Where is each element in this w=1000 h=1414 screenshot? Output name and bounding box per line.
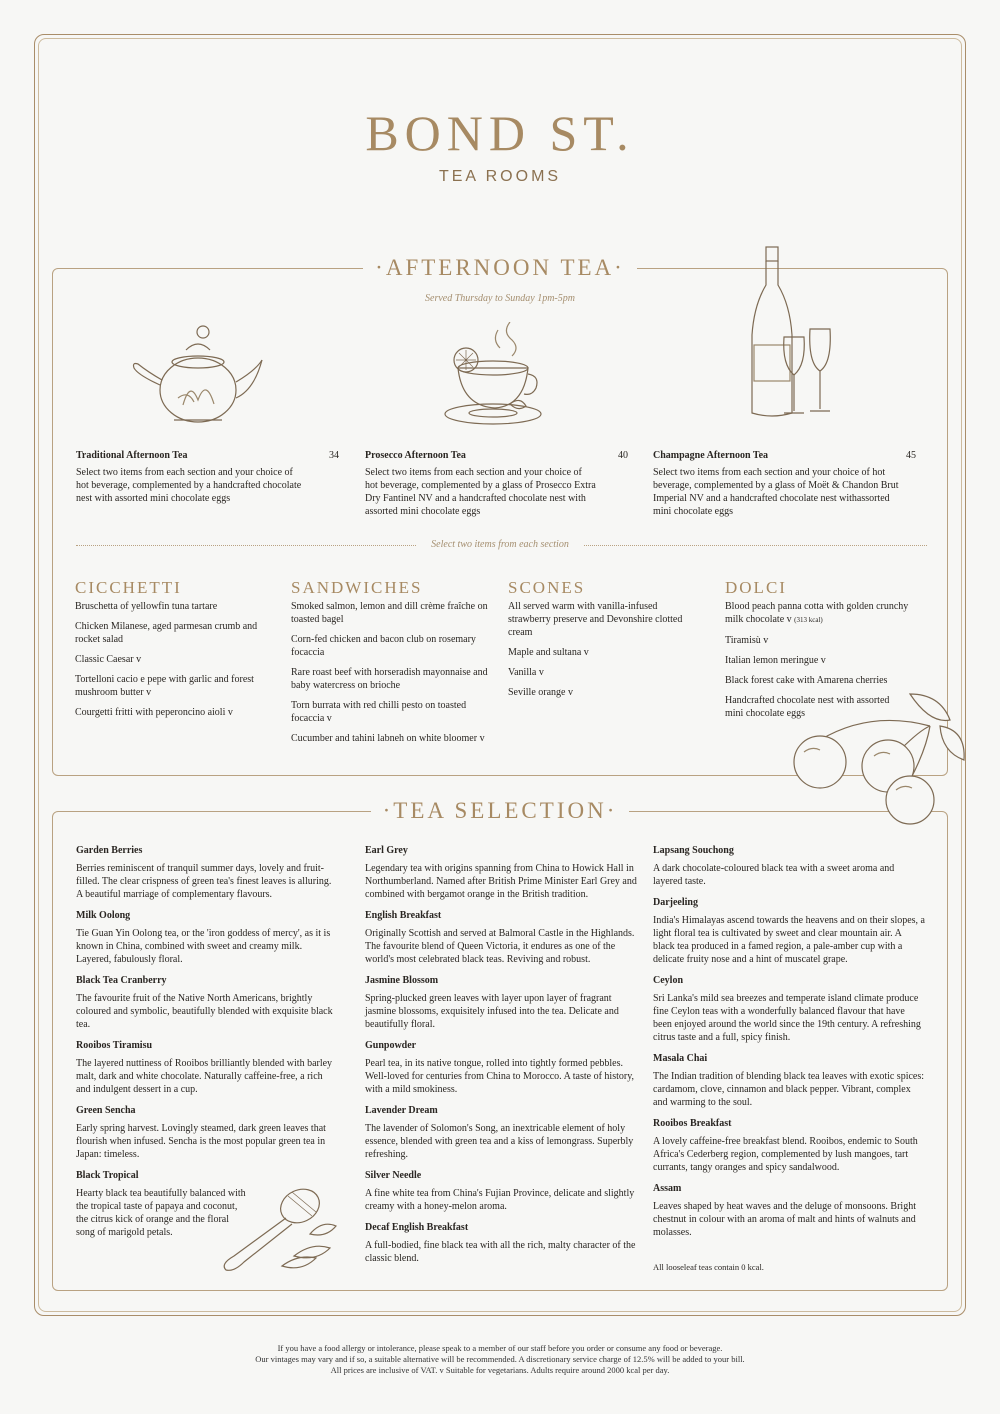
- section-list-scones: [508, 600, 688, 706]
- kcal-note: (313 kcal): [794, 616, 823, 624]
- tea-name: Silver Needle: [365, 1170, 422, 1181]
- list-item: Tiramisù v: [725, 635, 769, 646]
- tea-desc: India's Himalayas ascend towards the heavens and on their slopes, a light floral tea is cultivated by sweet and clear mountain air. A black tea produced in a famed region, a pale-amber cup with a delicate fruity nose and a hint of muscatel grape.: [653, 915, 925, 965]
- afternoon-tea-title: ·AFTERNOON TEA·: [363, 255, 637, 280]
- package-desc-champagne: Select two items from each section and your choice of hot beverage, complemented by a glass of Moët & Chandon Brut Imperial NV and a handcrafted chocolate nest withassorted mini chocolate eggs: [653, 467, 899, 517]
- tea-name: Gunpowder: [365, 1040, 417, 1051]
- list-item: Rare roast beef with horseradish mayonnaise and baby watercress on brioche: [291, 667, 488, 691]
- footer-line: All prices are inclusive of VAT. v Suitable for vegetarians. Adults require around 2000 kcal per day.: [330, 1365, 670, 1375]
- list-item: Italian lemon meringue v: [725, 655, 826, 666]
- package-name-prosecco: Prosecco Afternoon Tea: [365, 450, 466, 461]
- tea-column-3: [653, 844, 925, 1247]
- tea-name: Lapsang Souchong: [653, 845, 734, 856]
- tea-name: Black Tropical: [76, 1170, 139, 1181]
- select-note: Select two items from each section: [431, 539, 569, 550]
- cherries-illustration: [790, 690, 968, 825]
- list-item: Handcrafted chocolate nest with assorted mini chocolate eggs: [725, 695, 890, 719]
- section-title-cicchetti: CICCHETTI: [75, 578, 182, 597]
- tea-name: Rooibos Tiramisu: [76, 1040, 153, 1051]
- tea-name: Assam: [653, 1183, 682, 1194]
- tea-name: Earl Grey: [365, 845, 408, 856]
- section-title-sandwiches: SANDWICHES: [291, 578, 423, 597]
- tea-desc: A full-bodied, fine black tea with all the rich, malty character of the classic blend.: [365, 1240, 636, 1264]
- tea-desc: Berries reminiscent of tranquil summer days, lovely and fruit-filled. The clear crispness of green tea's finest leaves is alluring. A beautiful marriage of complementary flavours.: [76, 863, 332, 900]
- footer: [0, 1343, 1000, 1376]
- list-item: Bruschetta of yellowfin tuna tartare: [75, 601, 218, 612]
- tea-name: Milk Oolong: [76, 910, 131, 921]
- list-item: Seville orange v: [508, 687, 573, 698]
- tea-kcal-note: All looseleaf teas contain 0 kcal.: [653, 1262, 764, 1272]
- divider-left: [76, 545, 416, 546]
- tea-desc: Early spring harvest. Lovingly steamed, dark green leaves that flourish when infused. Sencha is the most popular green tea in Japan: timeless.: [76, 1123, 326, 1160]
- footer-line: Our vintages may vary and if so, a suitable alternative will be recommended. A discretionary service charge of 12.5% will be added to your bill.: [255, 1354, 745, 1364]
- tea-name: Jasmine Blossom: [365, 975, 439, 986]
- tea-name: English Breakfast: [365, 910, 442, 921]
- package-desc-traditional: Select two items from each section and your choice of hot beverage, complemented by a handcrafted chocolate nest with assorted mini chocolate eggs: [76, 467, 302, 504]
- tea-desc: The layered nuttiness of Rooibos brilliantly blended with barley malt, dark and white chocolate. Naturally caffeine-free, a rich and indulgent dessert in a cup.: [76, 1058, 333, 1095]
- tea-name: Masala Chai: [653, 1053, 708, 1064]
- section-title-scones: SCONES: [508, 578, 586, 597]
- list-item: All served warm with vanilla-infused strawberry preserve and Devonshire clotted cream: [508, 601, 683, 638]
- list-item: Corn-fed chicken and bacon club on rosemary focaccia: [291, 634, 476, 658]
- brand-name: BOND ST.: [365, 105, 635, 161]
- package-price-champagne: 45: [906, 450, 916, 461]
- package-desc-prosecco: Select two items from each section and your choice of hot beverage, complemented by a glass of Prosecco Extra Dry Fantinel NV and a handcrafted chocolate nest with assorted mini chocolate eggs: [365, 467, 596, 517]
- brand-subtitle: TEA ROOMS: [438, 168, 562, 185]
- package-name-traditional: Traditional Afternoon Tea: [76, 450, 188, 461]
- teapot-illustration: [128, 320, 268, 430]
- teacup-illustration: [440, 322, 550, 430]
- tea-desc: The Indian tradition of blending black tea leaves with exotic spices: cardamom, clove, cinnamon and black pepper. Vibrant, complex and warming to the soul.: [653, 1071, 925, 1108]
- tea-desc: The favourite fruit of the Native North Americans, brightly coloured and symbolic, beautifully blended with exquisite black tea.: [76, 993, 333, 1030]
- tea-desc: A lovely caffeine-free breakfast blend. Rooibos, endemic to South Africa's Cederberg region, complemented by lush mangoes, tart currants, tangy oranges and spicy sandalwood.: [653, 1136, 918, 1173]
- tea-name: Garden Berries: [76, 845, 143, 856]
- list-item: Vanilla v: [508, 667, 544, 678]
- list-item: Tortelloni cacio e pepe with garlic and forest mushroom butter v: [75, 674, 254, 698]
- tea-name: Black Tea Cranberry: [76, 975, 167, 986]
- package-price-prosecco: 40: [618, 450, 628, 461]
- tea-selection-title: ·TEA SELECTION·: [371, 798, 630, 823]
- tea-desc: Sri Lanka's mild sea breezes and temperate island climate produce fine Ceylon teas with a wonderfully balanced flavour that have been enjoyed around the world since the 19th century. A refreshing citrus taste and a full, spicy finish.: [653, 993, 921, 1043]
- list-item: Chicken Milanese, aged parmesan crumb and rocket salad: [75, 621, 258, 645]
- list-item: Maple and sultana v: [508, 647, 589, 658]
- tea-name: Decaf English Breakfast: [365, 1222, 469, 1233]
- list-item: Torn burrata with red chilli pesto on toasted focaccia v: [291, 700, 467, 724]
- list-item: Classic Caesar v: [75, 654, 142, 665]
- package-price-traditional: 34: [329, 450, 339, 461]
- tea-name: Ceylon: [653, 975, 683, 986]
- tea-desc: Tie Guan Yin Oolong tea, or the 'iron goddess of mercy', as it is known in China, combined with sweet and creamy milk. Layered, fabulously floral.: [76, 928, 331, 965]
- tea-name: Rooibos Breakfast: [653, 1118, 732, 1129]
- package-name-champagne: Champagne Afternoon Tea: [653, 450, 769, 461]
- list-item: Blood peach panna cotta with golden crunchy milk chocolate v (313 kcal): [725, 601, 909, 625]
- list-item: Black forest cake with Amarena cherries: [725, 675, 888, 686]
- tea-infuser-illustration: [212, 1184, 342, 1274]
- tea-desc: A fine white tea from China's Fujian Province, delicate and slightly creamy with a honey-melon aroma.: [365, 1188, 635, 1212]
- tea-name: Lavender Dream: [365, 1105, 438, 1116]
- section-list-sandwiches: [291, 600, 496, 752]
- tea-desc: Leaves shaped by heat waves and the deluge of monsoons. Bright chestnut in colour with an aroma of malt and hints of walnuts and molasses.: [653, 1201, 916, 1238]
- tea-desc: Spring-plucked green leaves with layer upon layer of fragrant jasmine blossoms, exquisitely infused into the tea. Delicate and beautifully floral.: [365, 993, 619, 1030]
- tea-name: Darjeeling: [653, 897, 698, 908]
- tea-desc: Pearl tea, in its native tongue, rolled into tightly formed pebbles. Well-loved for centuries from China to Morocco. A taste of history, with a mild smokiness.: [365, 1058, 635, 1095]
- section-title-dolci: DOLCI: [725, 578, 787, 597]
- champagne-illustration: [748, 245, 838, 425]
- tea-desc: A dark chocolate-coloured black tea with a sweet aroma and layered taste.: [653, 863, 895, 887]
- section-list-cicchetti: [75, 600, 280, 726]
- list-item: Cucumber and tahini labneh on white bloomer v: [291, 733, 485, 744]
- tea-desc: Hearty black tea beautifully balanced with the tropical taste of papaya and coconut, the citrus kick of orange and the floral song of marigold petals.: [76, 1188, 246, 1238]
- served-note: Served Thursday to Sunday 1pm-5pm: [425, 293, 575, 304]
- tea-column-2: [365, 844, 641, 1273]
- tea-name: Green Sencha: [76, 1105, 136, 1116]
- tea-desc: The lavender of Solomon's Song, an inextricable element of holy essence, blended with green tea and a kiss of lemongrass. Superbly refreshing.: [365, 1123, 634, 1160]
- tea-desc: Originally Scottish and served at Balmoral Castle in the Highlands. The favourite blend of Queen Victoria, it endures as one of the world's most celebrated black teas. Reviving and robust.: [365, 928, 635, 965]
- list-item: Courgetti fritti with peperoncino aioli v: [75, 707, 233, 718]
- divider-right: [584, 545, 927, 546]
- footer-line: If you have a food allergy or intolerance, please speak to a member of our staff before you order or consume any food or beverage.: [277, 1343, 723, 1353]
- list-item: Smoked salmon, lemon and dill crème fraîche on toasted bagel: [291, 601, 488, 625]
- tea-desc: Legendary tea with origins spanning from China to Howick Hall in Northumberland. Named after British Prime Minister Earl Grey and combined with bergamot orange in the British tradition.: [365, 863, 637, 900]
